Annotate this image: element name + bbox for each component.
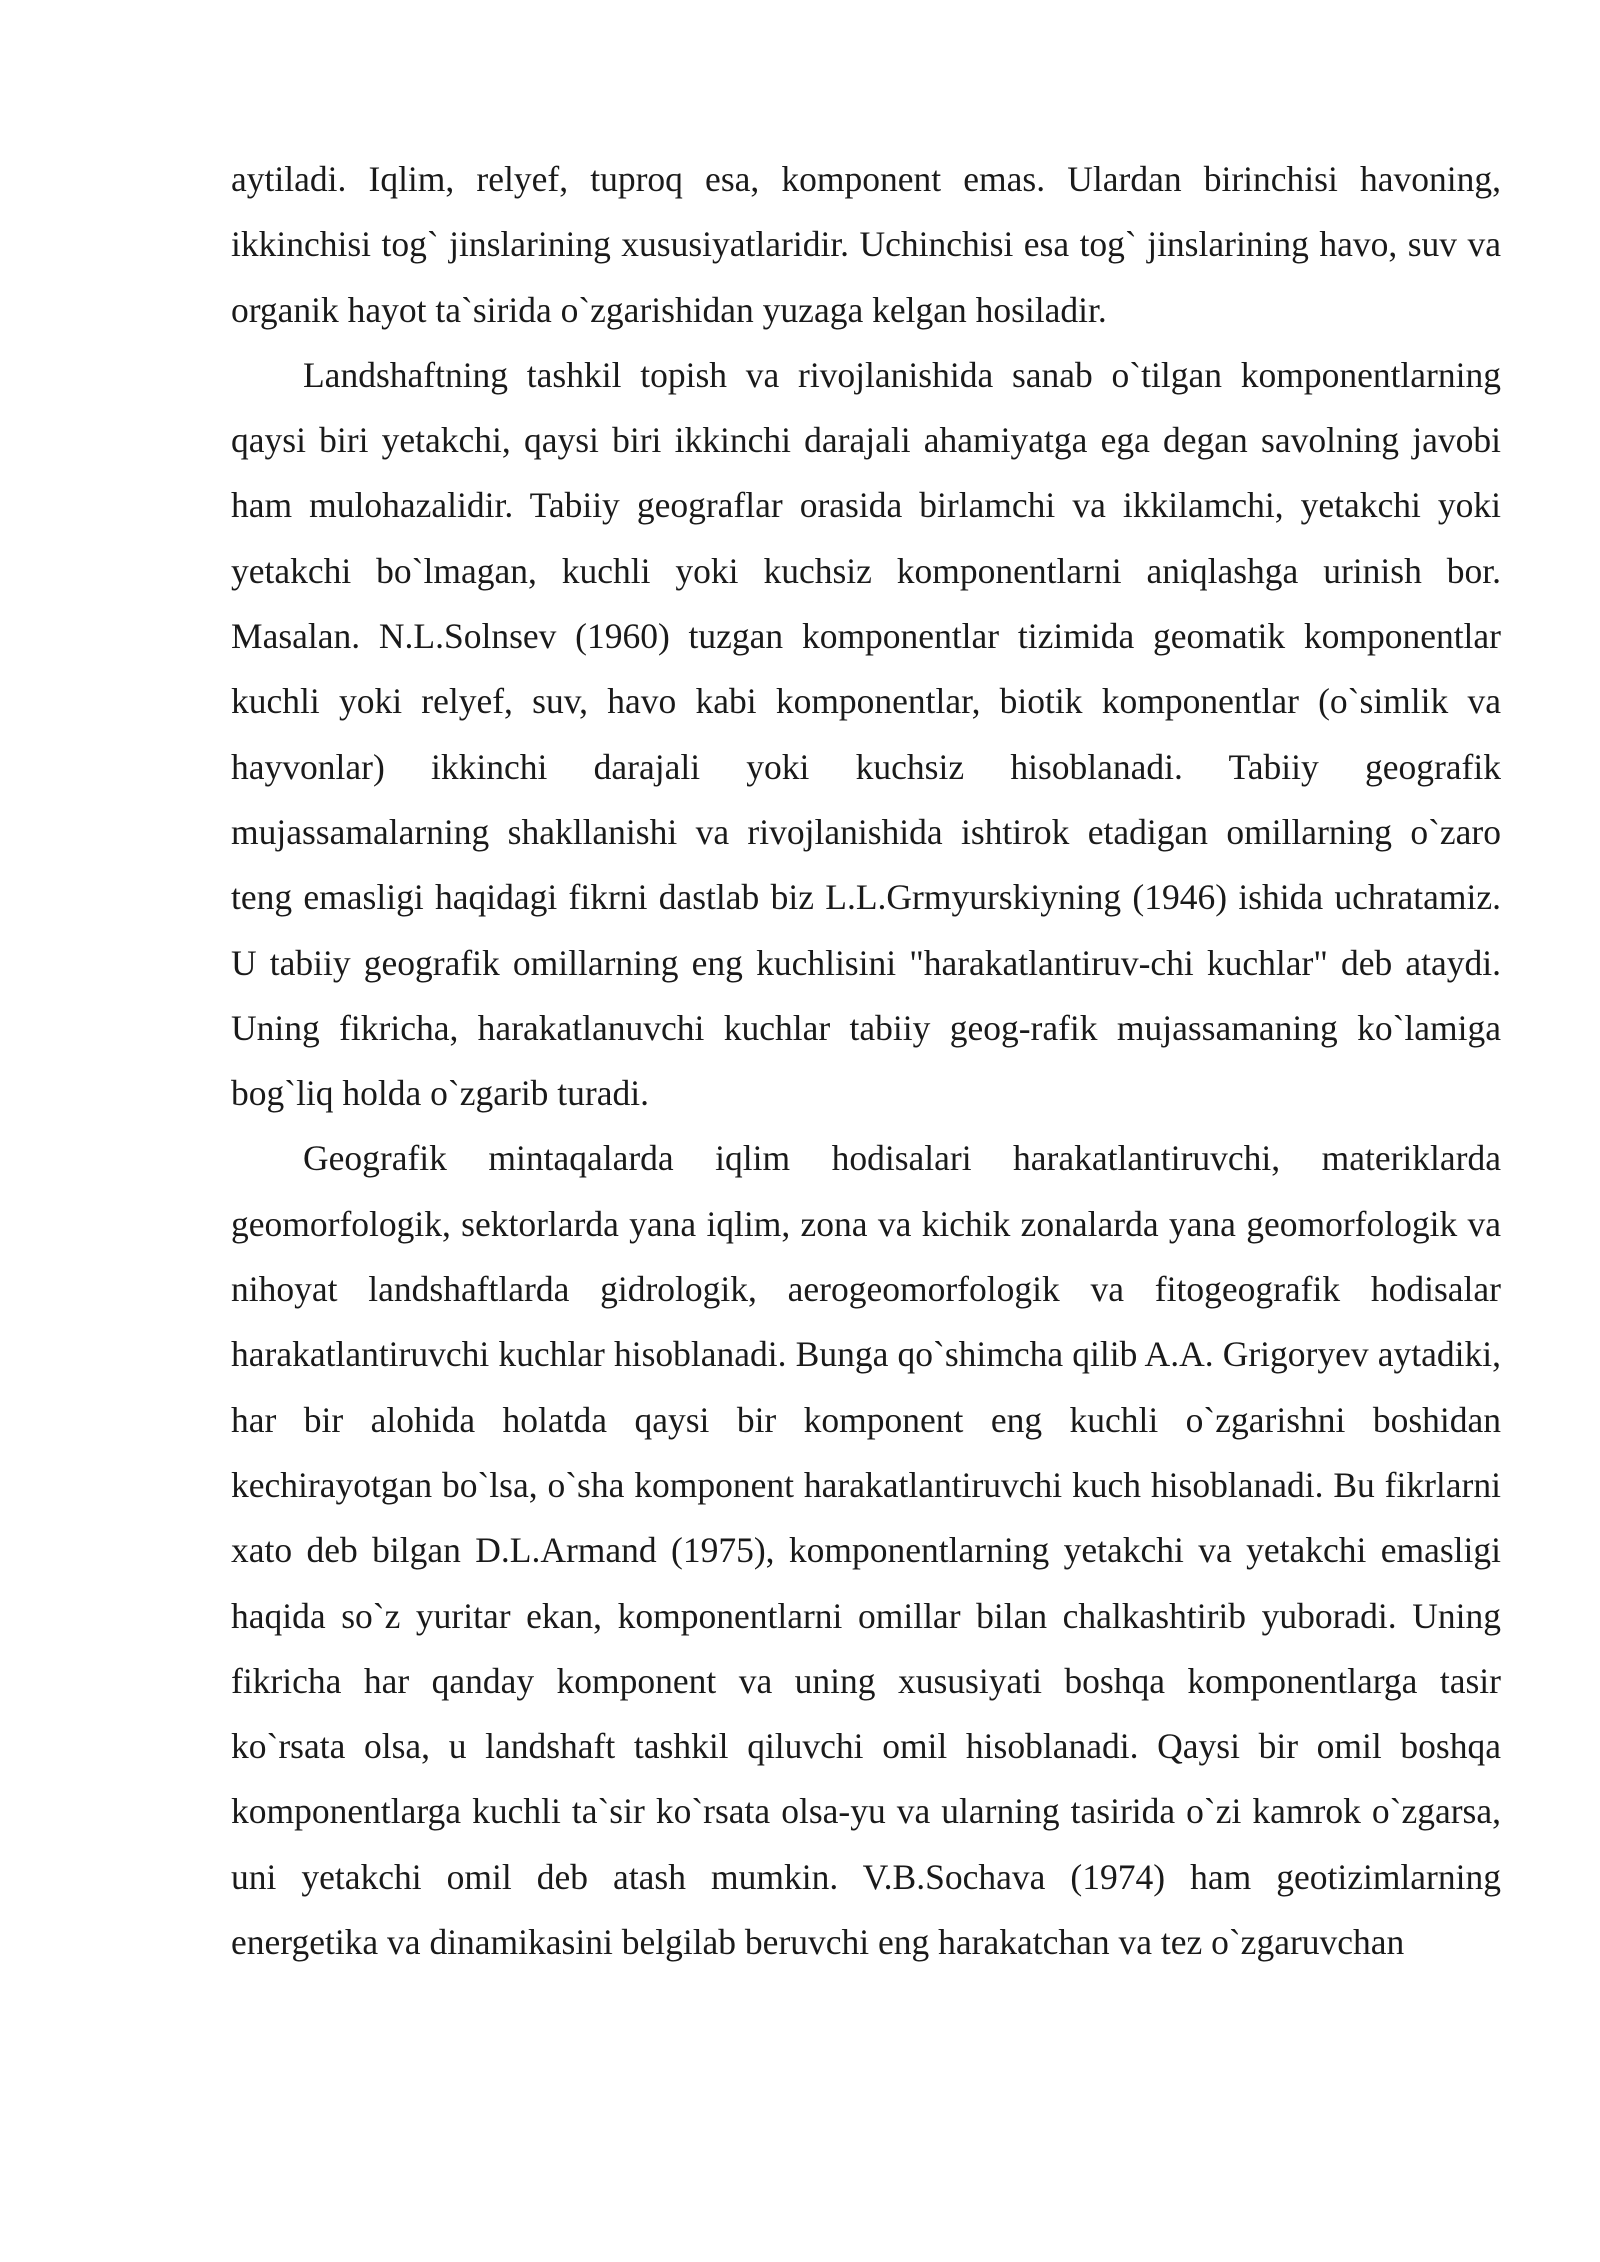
- paragraph: Geografik mintaqalarda iqlim hodisalari harakatlantiruvchi, materiklarda geomorfologik, sektorlarda yana iqlim, zona va kichik zonalarda yana geomorfologik va nihoyat landshaftlarda gidrologik, aerogeomorfologik va fitogeografik hodisalar harakatlantiruvchi kuchlar hisoblanadi. Bunga qo`shimcha qilib A.A. Grigoryev aytadiki, har bir alohida holatda qaysi bir komponent eng kuchli o`zgarishni boshidan kechirayotgan bo`lsa, o`sha komponent harakatlantiruvchi kuch hisoblanadi. Bu fikrlarni xato deb bilgan D.L.Armand (1975), komponentlarning yetakchi va yetakchi emasligi haqida so`z yuritar ekan, komponentlarni omillar bilan chalkashtirib yuboradi. Uning fikricha har qanday komponent va uning xususiyati boshqa komponentlarga tasir ko`rsata olsa, u landshaft tashkil qiluvchi omil hisoblanadi. Qaysi bir omil boshqa komponentlarga kuchli ta`sir ko`rsata olsa-yu va ularning tasirida o`zi kamrok o`zgarsa, uni yetakchi omil deb atash mumkin. V.B.Sochava (1974) ham geotizimlarning energetika va dinamikasini belgilab beruvchi eng harakatchan va tez o`zgaruvchan: [231, 1138, 1501, 1963]
- body-text: [231, 147, 1501, 1975]
- paragraph-continuation: aytiladi. Iqlim, relyef, tuproq esa, komponent emas. Ulardan birinchisi havoning, ikkinchisi tog` jinslarining xususiyatlaridir. Uchinchisi esa tog` jinslarining havo, suv va organik hayot ta`sirida o`zgarishidan yuzaga kelgan hosiladir.: [231, 159, 1501, 330]
- paragraph: Landshaftning tashkil topish va rivojlanishida sanab o`tilgan komponentlarning qaysi biri yetakchi, qaysi biri ikkinchi darajali ahamiyatga ega degan savolning javobi ham mulohazalidir. Tabiiy geograflar orasida birlamchi va ikkilamchi, yetakchi yoki yetakchi bo`lmagan, kuchli yoki kuchsiz komponentlarni aniqlashga urinish bor. Masalan. N.L.Solnsev (1960) tuzgan komponentlar tizimida geomatik komponentlar kuchli yoki relyef, suv, havo kabi komponentlar, biotik komponentlar (o`simlik va hayvonlar) ikkinchi darajali yoki kuchsiz hisoblanadi. Tabiiy geografik mujassamalarning shakllanishi va rivojlanishida ishtirok etadigan omillarning o`zaro teng emasligi haqidagi fikrni dastlab biz L.L.Grmyurskiyning (1946) ishida uchratamiz. U tabiiy geografik omillarning eng kuchlisini "harakatlantiruv-chi kuchlar" deb ataydi. Uning fikricha, harakatlanuvchi kuchlar tabiiy geog-rafik mujassamaning ko`lamiga bog`liq holda o`zgarib turadi.: [231, 354, 1501, 1114]
